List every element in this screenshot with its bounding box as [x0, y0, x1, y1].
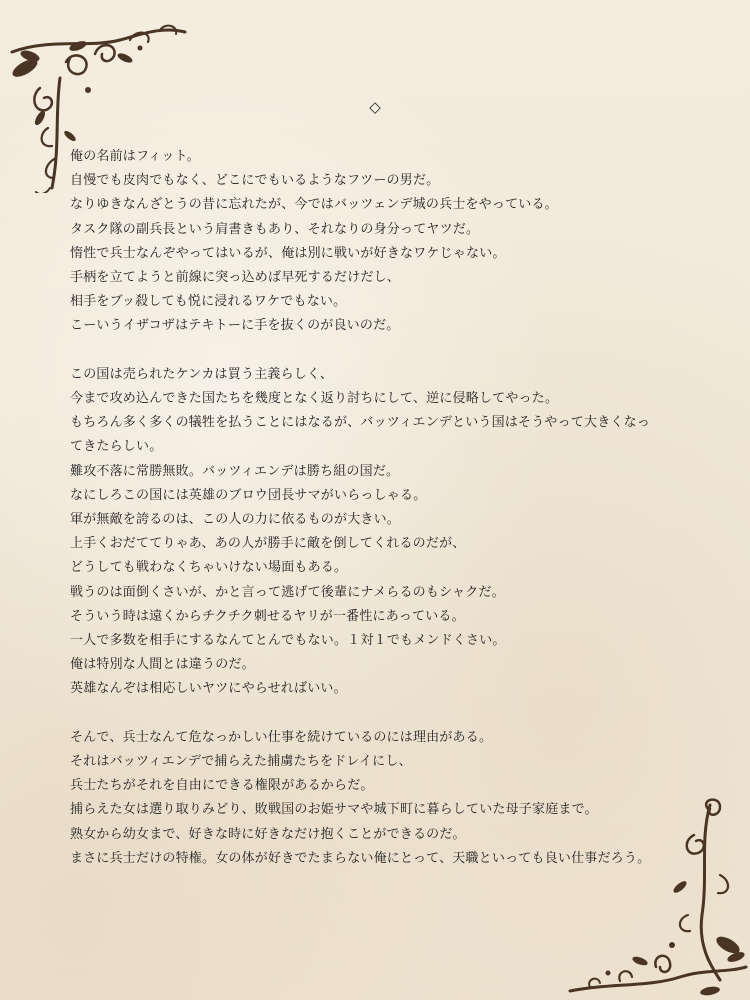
text-line: タスク隊の副兵長という肩書きもあり、それなりの身分ってヤツだ。 — [70, 221, 480, 237]
text-line: 軍が無敵を誇るのは、この人の力に依るものが大きい。 — [70, 512, 401, 528]
text-line: 難攻不落に常勝無敗。バッツィエンデは勝ち組の国だ。 — [70, 463, 400, 479]
text-line: なにしろこの国には英雄のブロウ団長サマがいらっしゃる。 — [70, 487, 427, 503]
text-line: 惰性で兵士なんぞやってはいるが、俺は別に戦いが好きなワケじゃない。 — [70, 245, 506, 261]
text-line: 戦うのは面倒くさいが、かと言って逃げて後輩にナメらるのもシャクだ。 — [70, 584, 505, 600]
text-line: こーいうイザコザはテキトーに手を抜くのが良いのだ。 — [70, 318, 400, 334]
body-text — [70, 145, 710, 871]
text-line: 一人で多数を相手にするなんてとんでもない。１対１でもメンドくさい。 — [70, 633, 506, 649]
text-line: それはバッツィエンデで捕らえた捕虜たちをドレイにし、 — [70, 754, 412, 770]
text-line: 捕らえた女は選り取りみどり、敗戦国のお姫サマや城下町に暮らしていた母子家庭まで。 — [70, 802, 598, 818]
text-line: そういう時は遠くからチクチク刺せるヤリが一番性にあっている。 — [70, 608, 465, 624]
text-line: 熟女から幼女まで、好きな時に好きなだけ抱くことができるのだ。 — [70, 826, 466, 842]
text-line: どうしても戦わなくちゃいけない場面もある。 — [70, 560, 348, 576]
section-mark: ◇ — [369, 98, 381, 116]
text-line: もちろん多く多くの犠牲を払うことにはなるが、バッツィエンデという国はそうやって大きくなっ — [70, 415, 651, 431]
text-line: 俺の名前はフィット。 — [70, 149, 200, 164]
text-line: 手柄を立てようと前線に突っ込めば早死するだけだし、 — [70, 270, 401, 286]
text-line: 兵士たちがそれを自由にできる権限があるからだ。 — [70, 778, 374, 794]
paragraph-break — [70, 339, 710, 363]
text-line: この国は売られたケンカは買う主義らしく、 — [70, 366, 334, 382]
text-line: てきたらしい。 — [70, 439, 163, 455]
text-line: 自慢でも皮肉でもなく、どこにでもいるようなフツーの男だ。 — [70, 173, 440, 189]
text-line: まさに兵士だけの特権。女の体が好きでたまらない俺にとって、天職といっても良い仕事だろう。 — [70, 850, 651, 866]
text-line: 英雄なんぞは相応しいヤツにやらせればいい。 — [70, 681, 347, 697]
text-line: 俺は特別な人間とは違うのだ。 — [70, 657, 255, 673]
paragraph-break — [70, 702, 710, 726]
text-line: 上手くおだててりゃあ、あの人が勝手に敵を倒してくれるのだが、 — [70, 536, 466, 552]
text-line: なりゆきなんざとうの昔に忘れたが、今ではバッツェンデ城の兵士をやっている。 — [70, 197, 558, 213]
text-line: 今まで攻め込んできた国たちを幾度となく返り討ちにして、逆に侵略してやった。 — [70, 391, 559, 407]
text-line: 相手をブッ殺しても悦に浸れるワケでもない。 — [70, 294, 347, 310]
text-line: そんで、兵士なんて危なっかしい仕事を続けているのには理由がある。 — [70, 729, 493, 745]
